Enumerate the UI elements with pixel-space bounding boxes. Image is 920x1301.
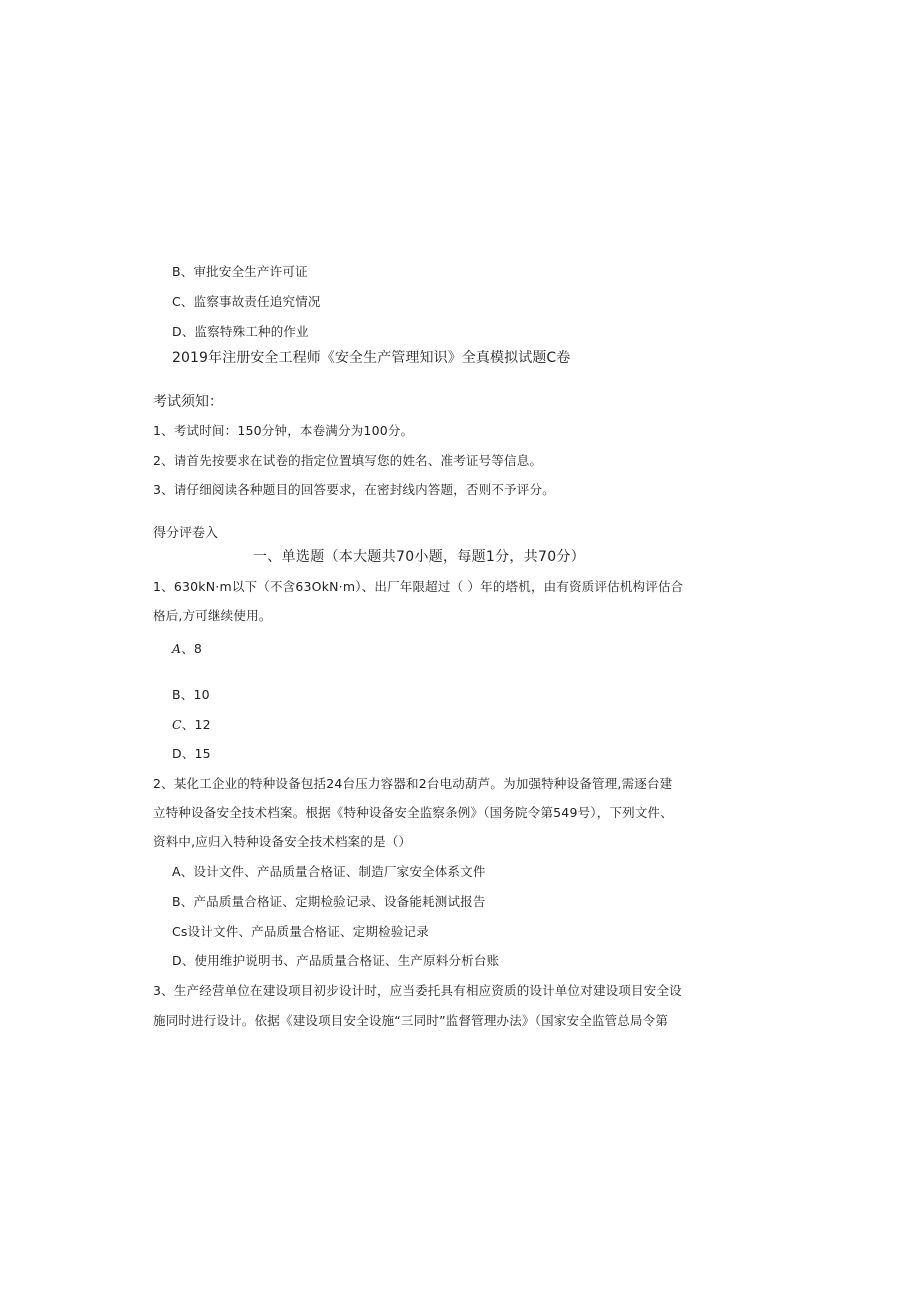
notice-heading: 考试须知：: [153, 394, 223, 410]
question-2-option-b: B、产品质量合格证、定期检验记录、设备能耗测试报告: [172, 894, 486, 909]
question-1-line: 1、630kN·m以下（不含63OkN·m）、出厂年限超过（ ）年的塔机，由有资质评估机构评估合: [153, 579, 684, 594]
question-1-line: 格后,方可继续使用。: [153, 608, 272, 623]
notice-item: 1、考试时间：150分钟，本卷满分为100分。: [153, 423, 414, 438]
prev-option-b: B、审批安全生产许可证: [172, 264, 308, 279]
prev-option-c: C、监察事故责任追究情况: [172, 294, 321, 309]
option-letter: A: [172, 641, 182, 656]
exam-title: 2019年注册安全工程师《安全生产管理知识》全真模拟试题C卷: [172, 350, 571, 366]
option-text: 、12: [181, 717, 211, 732]
question-1-option-d: D、15: [172, 746, 211, 761]
question-2-option-d: D、使用维护说明书、产品质量合格证、生产原料分析台账: [172, 953, 500, 968]
score-label: 得分评卷入: [153, 526, 219, 541]
question-3-line: 施同时进行设计。依据《建设项目安全设施“三同时”监督管理办法》（国家安全监管总局令第: [153, 1013, 669, 1028]
question-1-option-b: B、10: [172, 687, 210, 702]
question-3-line: 3、生产经营单位在建设项目初步设计时，应当委托具有相应资质的设计单位对建设项目安全设: [153, 983, 682, 998]
prev-option-d: D、监察特殊工种的作业: [172, 324, 309, 339]
question-2-line: 2、某化工企业的特种设备包括24台压力容器和2台电动葫芦。为加强特种设备管理,需逐台建: [153, 776, 673, 791]
question-1-option-c: [172, 717, 211, 733]
notice-item: 3、请仔细阅读各种题目的回答要求，在密封线内答题，否则不予评分。: [153, 482, 555, 497]
question-2-option-a: A、设计文件、产品质量合格证、制造厂家安全体系文件: [172, 864, 486, 879]
question-2-line: 立特种设备安全技术档案。根据《特种设备安全监察条例》（国务院令第549号），下列文件、: [153, 805, 673, 820]
question-2-line: 资料中,应归入特种设备安全技术档案的是（）: [153, 834, 412, 849]
option-text: 、8: [181, 641, 203, 656]
section-title: 一、单选题（本大题共70小题，每题1分，共70分）: [253, 549, 586, 565]
question-2-option-c: Cs设计文件、产品质量合格证、定期检验记录: [172, 924, 429, 939]
question-1-option-a: [172, 641, 202, 657]
notice-item: 2、请首先按要求在试卷的指定位置填写您的姓名、准考证号等信息。: [153, 453, 543, 468]
option-letter: C: [172, 717, 182, 732]
